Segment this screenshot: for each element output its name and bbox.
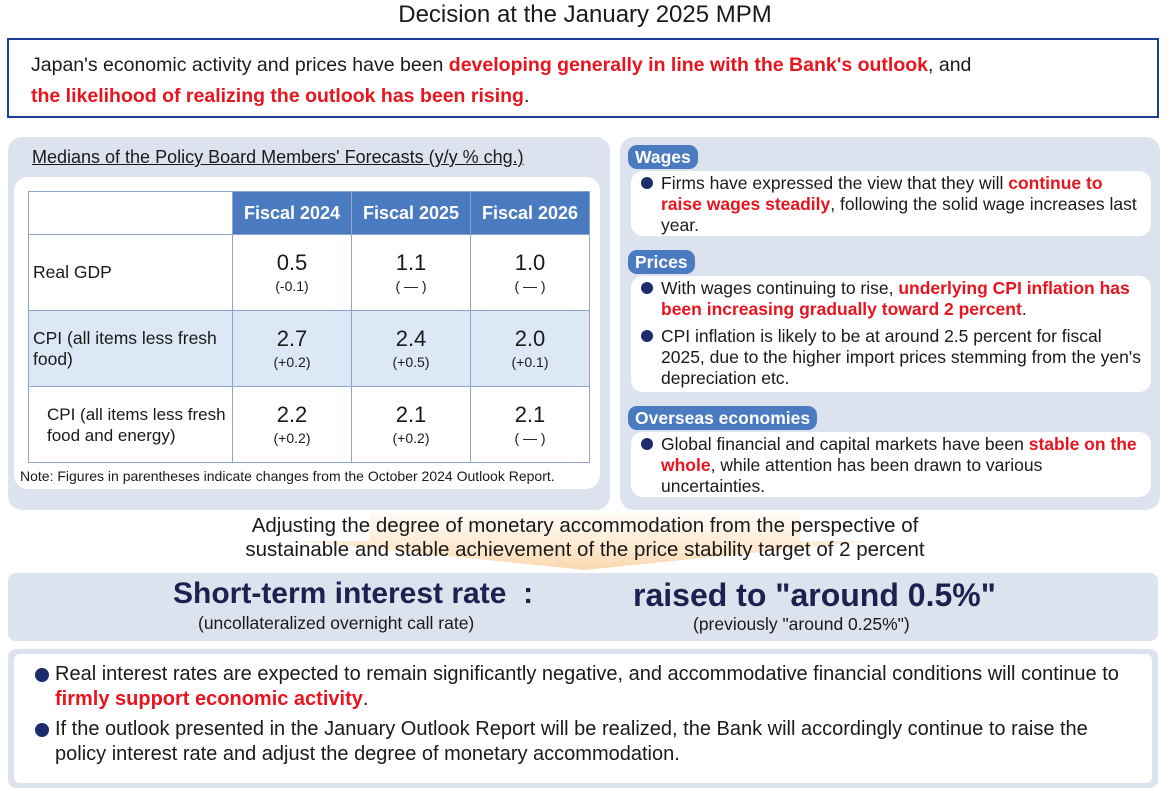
bullet-text: , while attention has been drawn to various uncertainties. <box>661 455 1043 496</box>
overseas-tag: Overseas economies <box>628 406 817 430</box>
page-title: Decision at the January 2025 MPM <box>398 1 772 28</box>
forecast-change: ( — ) <box>514 277 546 294</box>
summary-box <box>7 38 1159 118</box>
outlook-panel <box>620 137 1160 510</box>
bullet-text: CPI inflation is likely to be at around 2.5 percent for fiscal 2025, due to the higher import prices stemming from the yen's depreciation etc. <box>661 326 1141 388</box>
summary-highlight-outlook: developing generally in line with the Bank's outlook <box>448 54 929 76</box>
forecast-value: 0.5 <box>276 249 308 275</box>
bullet-text: Real interest rates are expected to remain significantly negative, and accommodative financial conditions will continue to <box>55 663 1119 685</box>
overseas-box <box>631 432 1151 497</box>
table-row <box>29 235 590 311</box>
bullet-text: Firms have expressed the view that they will <box>661 173 1009 193</box>
bullet-icon <box>35 668 49 682</box>
prices-box <box>631 276 1151 392</box>
table-cell <box>233 311 352 387</box>
list-item <box>55 717 1135 767</box>
column-header: Fiscal 2025 <box>352 192 471 235</box>
forecast-change: (+0.2) <box>273 353 311 370</box>
forecast-change: ( — ) <box>514 429 546 446</box>
summary-highlight-likelihood: the likelihood of realizing the outlook has been rising <box>31 85 524 107</box>
forecast-value: 2.7 <box>276 325 308 351</box>
policy-stance <box>0 514 1170 562</box>
table-cell <box>233 387 352 463</box>
forecast-change: (+0.2) <box>273 429 311 446</box>
row-label: CPI (all items less fresh food and energy) <box>29 387 233 463</box>
rate-label: Short-term interest rate : <box>173 577 534 610</box>
prices-tag: Prices <box>628 250 695 274</box>
column-header: Fiscal 2026 <box>471 192 590 235</box>
summary-text: . <box>523 85 530 107</box>
bullet-icon <box>641 438 653 450</box>
bullet-text: , following the solid wage increases last year. <box>661 194 1137 235</box>
list-item <box>661 326 1141 389</box>
list-item <box>661 434 1141 497</box>
rate-decision-box <box>8 573 1158 641</box>
forecast-value: 1.0 <box>514 249 546 275</box>
table-cell <box>233 235 352 311</box>
wages-box <box>631 171 1151 236</box>
summary-text: , and <box>928 54 972 76</box>
outlook-notes-card <box>14 654 1152 783</box>
list-item <box>661 278 1141 320</box>
table-row <box>29 387 590 463</box>
table-cell <box>352 387 471 463</box>
bullet-icon <box>641 282 653 294</box>
table-corner-cell <box>29 192 233 235</box>
rate-value: raised to "around 0.5%" <box>633 577 996 613</box>
forecast-value: 2.4 <box>395 325 427 351</box>
table-cell <box>471 235 590 311</box>
bullet-icon <box>35 723 49 737</box>
table-cell <box>352 235 471 311</box>
table-header-row <box>29 192 590 235</box>
list-item <box>661 173 1141 236</box>
table-note: Note: Figures in parentheses indicate changes from the October 2024 Outlook Report. <box>20 468 555 484</box>
rate-previous: (previously "around 0.25%") <box>693 614 910 634</box>
list-item <box>55 662 1135 712</box>
rate-sublabel: (uncollateralized overnight call rate) <box>198 613 475 633</box>
bullet-icon <box>641 177 653 189</box>
bullet-text: Global financial and capital markets have been <box>661 434 1029 454</box>
policy-line-2: sustainable and stable achievement of the price stability target of 2 percent <box>245 538 925 561</box>
forecast-value: 1.1 <box>395 249 427 275</box>
summary-text: Japan's economic activity and prices have been <box>31 54 449 76</box>
bullet-text: . <box>1021 299 1027 319</box>
bullet-icon <box>641 330 653 342</box>
column-header: Fiscal 2024 <box>233 192 352 235</box>
wages-tag: Wages <box>628 145 698 169</box>
forecast-value: 2.0 <box>514 325 546 351</box>
bullet-highlight: underlying CPI inflation has been increasing gradually toward 2 percent <box>661 278 1130 319</box>
forecast-value: 2.1 <box>514 401 546 427</box>
forecast-change: ( — ) <box>395 277 427 294</box>
bullet-highlight: firmly support economic activity <box>55 688 363 710</box>
bullet-text: . <box>362 688 369 710</box>
bullet-highlight: continue to raise wages steadily <box>661 173 1103 214</box>
forecast-change: (-0.1) <box>275 277 309 294</box>
row-label: Real GDP <box>29 235 233 311</box>
outlook-notes-box <box>8 649 1158 788</box>
policy-line-1: Adjusting the degree of monetary accommodation from the perspective of <box>251 514 919 537</box>
bullet-text: With wages continuing to rise, <box>661 278 899 298</box>
bullet-highlight: stable on the whole <box>661 434 1137 475</box>
forecast-value: 2.1 <box>395 401 427 427</box>
forecast-heading: Medians of the Policy Board Members' Forecasts (y/y % chg.) <box>32 147 524 167</box>
forecast-value: 2.2 <box>276 401 308 427</box>
table-cell <box>471 311 590 387</box>
bullet-text: If the outlook presented in the January Outlook Report will be realized, the Bank will accordingly continue to raise the policy interest rate and adjust the degree of monetary accommodation. <box>55 718 1088 765</box>
table-row <box>29 311 590 387</box>
row-label: CPI (all items less fresh food) <box>29 311 233 387</box>
forecast-change: (+0.2) <box>392 429 430 446</box>
forecast-table <box>28 191 590 463</box>
table-cell <box>471 387 590 463</box>
forecast-card <box>14 177 600 489</box>
forecast-change: (+0.1) <box>511 353 549 370</box>
table-cell <box>352 311 471 387</box>
forecast-panel <box>8 137 610 510</box>
forecast-change: (+0.5) <box>392 353 430 370</box>
